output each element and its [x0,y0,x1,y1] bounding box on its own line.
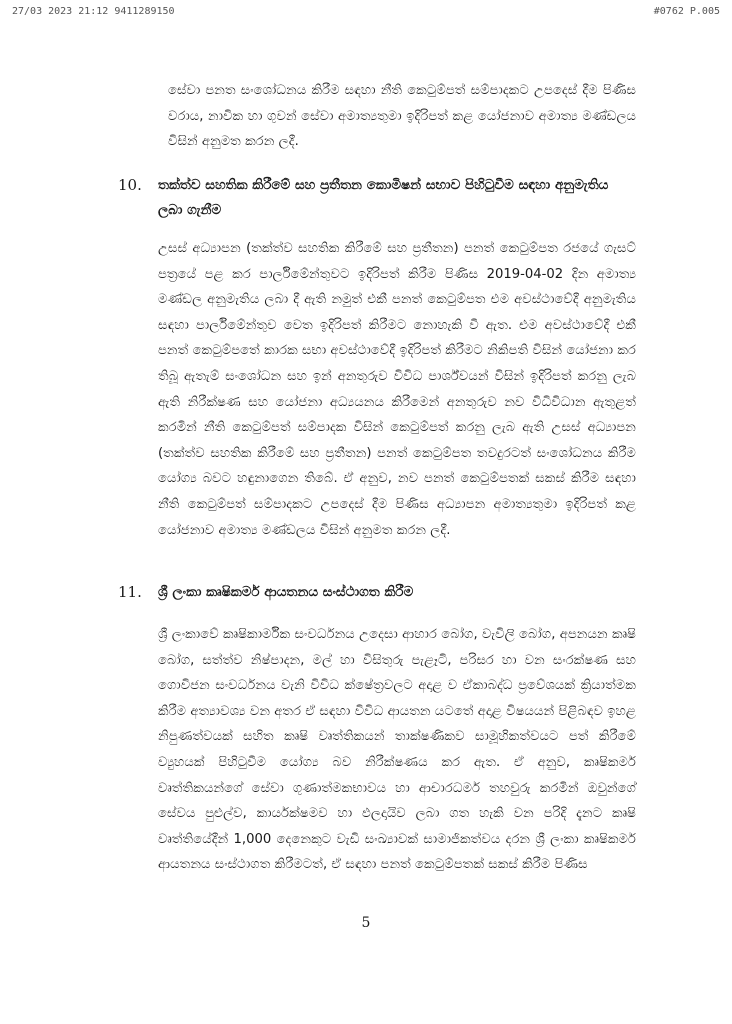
section-11-body: ශ්‍රී ලංකාවේ කෘෂිකාර්මික සංවර්ධනය උදෙසා ආහාර බෝග, වැවිලි බෝග, අපනයන කෘෂි බෝග, සත්ත්ව නිෂ්පාදන, මල් හා විසිතුරු පැළෑටි, පරිසර හා වන සංරක්ෂණ සහ ගොවිජන සංවර්ධනය වැනි විවිධ ක්ෂේත්‍රවලට අදාළ ව ඒකාබද්ධ ප්‍රවේශයක් ක්‍රියාත්මක කිරීම අත්‍යාවශ්‍ය වන අතර ඒ සඳහා විවිධ ආයතන යටතේ අදාළ විෂයයන් පිළිබඳව ඉහළ නිපුණත්වයක් සහිත කෘෂි වෘත්තිකයන් තාක්ෂණිකව සාමූහිකත්වයට පත් කිරීමේ ව්‍යුහයක් පිහිටුවීම යෝග්‍ය බව නිරීක්ෂණය කර ඇත. ඒ අනුව, කෘෂිකර්ම වෘත්තිකයන්ගේ සේවා ගුණාත්මකභාවය හා ආචාරධර්ම තහවුරු කරමින් ඔවුන්ගේ සේවය පුළුල්ව, කාර්යක්ෂමව හා ඵලදායිව ලබා ගත හැකි වන පරිදි දැනට කෘෂි වෘත්තියේදීන් 1,000 දෙනෙකුට වැඩි සංඛ්‍යාවක් සාමාජිකත්වය දරන ශ්‍රී ලංකා කෘෂිකර්ම ආයතනය සංස්ථාගත කිරීමටත්, ඒ සඳහා පනත් කෙටුම්පතක් සකස් කිරීම පිණිස [158,627,636,873]
section-10-number: 10. [118,176,142,194]
fax-header-right: #0762 P.005 [653,6,720,17]
section-10-title: තක්ත්ව සහතික කිරීමේ සහ ප්‍රතීතන කොමිෂන් සභාව පිහිටුවීම සඳහා අනුමැතිය ලබා ගැනීම [158,177,609,218]
fax-header-left: 27/03 2023 21:12 9411289150 [12,6,175,17]
page-number: 5 [361,915,371,931]
fax-header [12,6,720,20]
paragraph-continuation: සේවා පනත සංශෝධනය කිරීම සඳහා නීති කෙටුම්පත් සම්පාදකට උපදෙස් දීම පිණිස වරාය, නාවික හා ගුවන් සේවා අමාත්‍යතුමා ඉදිරිපත් කළ යෝජනාව අමාත්‍ය මණ්ඩලය විසින් අනුමත කරන ලදී. [168,83,636,150]
section-10-body: උසස් අධ්‍යාපන (තක්ත්ව සහතික කිරීමේ සහ ප්‍රතීතන) පනත් කෙටුම්පත රජයේ ගැසට් පත්‍රයේ පළ කර පාර්ලිමේන්තුවට ඉදිරිපත් කිරීම පිණිස 2019-04-02 දින අමාත්‍ය මණ්ඩල අනුමැතිය ලබා දී ඇති නමුත් එකී පනත් කෙටුම්පත එම අවස්ථාවේදී අනුමැතිය සඳහා පාර්ලිමේන්තුව වෙත ඉදිරිපත් කිරීමට නොහැකි වී ඇත. එම අවස්ථාවේදී එකී පනත් කෙටුම්පතේ කාරක සභා අවස්ථාවේදී ඉදිරිපත් කිරීමට නිකිපති විසින් යෝජනා කර තිබූ ඇතැම් සංශෝධන සහ ඉන් අනතුරුව විවිධ පාර්ශ්වයන් විසින් ඉදිරිපත් කරනු ලැබ ඇති නිරීක්ෂණ සහ යෝජනා අධ්‍යයනය කිරීමෙන් අනතුරුව නව විධිවිධාන ඇතුළත් කරමින් නීති කෙටුම්පත් සම්පාදක විසින් කෙටුම්පත් කරනු ලැබ ඇති උසස් අධ්‍යාපන (තක්ත්ව සහතික කිරීමේ සහ ප්‍රතීතන) පනත් කෙටුම්පත තවදුරටත් සංශෝධනය කිරීම යෝග්‍ය බවට හඳුනාගෙන තිබේ. ඒ අනුව, නව පනත් කෙටුම්පතක් සකස් කිරීම සඳහා නීති කෙටුම්පත් සම්පාදකට උපදෙස් දීම පිණිස අධ්‍යාපන අමාත්‍යතුමා ඉදිරිපත් කළ යෝජනාව අමාත්‍ය මණ්ඩලය විසින් අනුමත කරන ලදී. [158,241,636,538]
section-11-number: 11. [118,583,142,601]
section-11-title: ශ්‍රී ලංකා කෘෂිකර්ම ආයතනය සංස්ථාගත කිරීම [158,584,414,600]
